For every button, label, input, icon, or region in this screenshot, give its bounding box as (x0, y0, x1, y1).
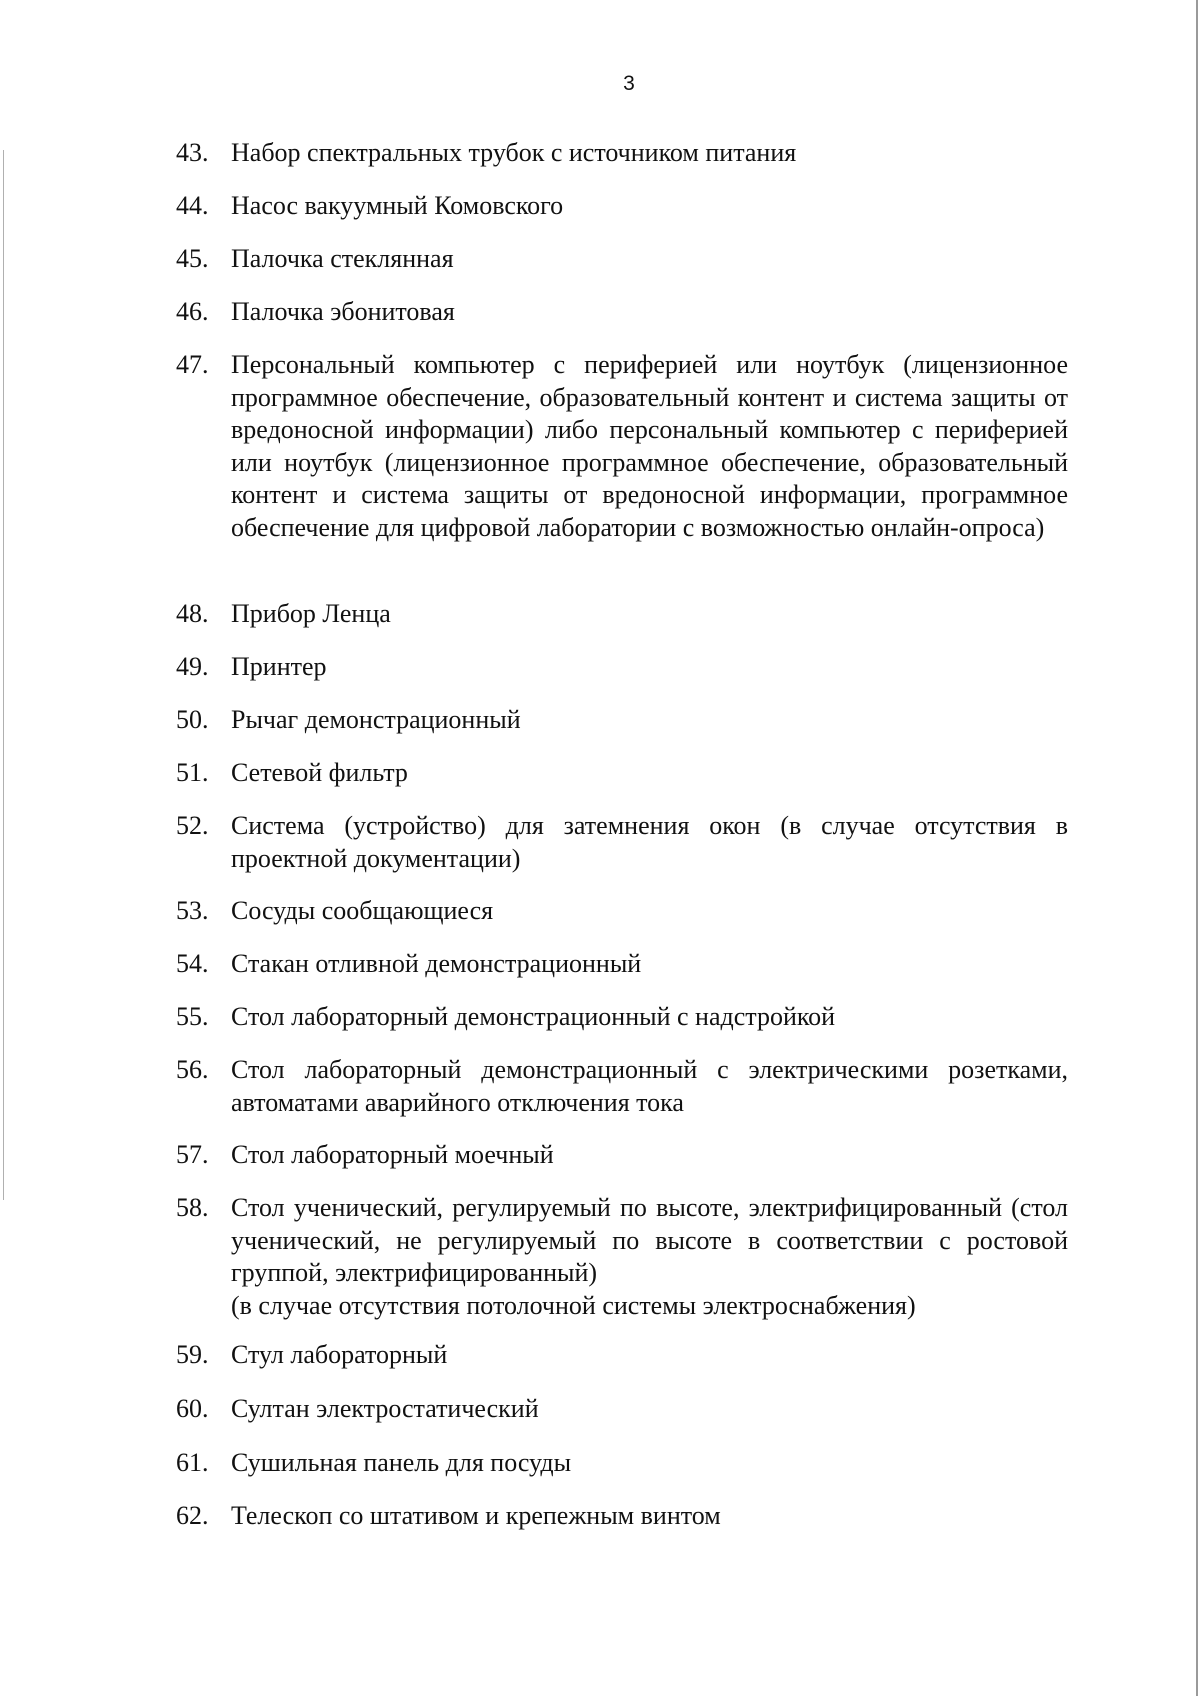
list-item (176, 1054, 1068, 1119)
scan-edge-left (3, 150, 4, 1200)
item-text: Палочка эбонитовая (231, 297, 455, 326)
item-text: Стакан отливной демонстрационный (231, 949, 642, 978)
item-text: Телескоп со штативом и крепежным винтом (231, 1501, 721, 1530)
item-text: Сушильная панель для посуды (231, 1448, 572, 1477)
item-text: Сосуды сообщающиеся (231, 896, 494, 925)
item-text: Сетевой фильтр (231, 758, 408, 787)
item-number: 48. (176, 599, 209, 628)
item-text: Принтер (231, 652, 327, 681)
item-text: Палочка стеклянная (231, 244, 454, 273)
item-text: Султан электростатический (231, 1394, 539, 1423)
item-text: Система (устройство) для затемнения окон (в случае отсутствия в проектной документации) (231, 811, 1068, 873)
item-text: Стол ученический, регулируемый по высоте, электрифицированный (стол ученический, не регулируемый по высоте в соответствии с ростовой группой, электрифицированный) (в случае отсутствия потолочной системы электроснабжения) (231, 1193, 1068, 1320)
list-item (176, 1339, 1068, 1372)
list-item (176, 757, 1068, 790)
item-number: 51. (176, 758, 209, 787)
item-number: 49. (176, 652, 209, 681)
item-number: 44. (176, 191, 209, 220)
item-number: 56. (176, 1055, 209, 1084)
item-number: 60. (176, 1394, 209, 1423)
list-item (176, 1139, 1068, 1172)
list-item (176, 243, 1068, 276)
scan-edge-right (1196, 0, 1198, 1696)
item-number: 55. (176, 1002, 209, 1031)
item-text: Стол лабораторный моечный (231, 1140, 554, 1169)
list-item (176, 190, 1068, 223)
list-item (176, 704, 1068, 737)
item-text: Прибор Ленца (231, 599, 391, 628)
item-number: 45. (176, 244, 209, 273)
item-text: Стул лабораторный (231, 1340, 448, 1369)
item-number: 61. (176, 1448, 209, 1477)
list-item (176, 948, 1068, 981)
item-number: 62. (176, 1501, 209, 1530)
item-text: Насос вакуумный Комовского (231, 191, 564, 220)
list-item (176, 1500, 1068, 1533)
item-number: 47. (176, 350, 209, 379)
list-item (176, 137, 1068, 170)
page-number: 3 (623, 72, 635, 95)
item-number: 53. (176, 896, 209, 925)
item-text: Рычаг демонстрационный (231, 705, 521, 734)
item-number: 52. (176, 811, 209, 840)
item-number: 46. (176, 297, 209, 326)
item-number: 50. (176, 705, 209, 734)
item-number: 58. (176, 1193, 209, 1222)
item-text: Стол лабораторный демонстрационный с электрическими розетками, автоматами аварийного отключения тока (231, 1055, 1068, 1117)
item-text: Стол лабораторный демонстрационный с надстройкой (231, 1002, 836, 1031)
item-number: 43. (176, 138, 209, 167)
list-item (176, 598, 1068, 631)
list-item (176, 1192, 1068, 1322)
list-item (176, 651, 1068, 684)
item-text: Набор спектральных трубок с источником питания (231, 138, 797, 167)
list-item (176, 1393, 1068, 1426)
list-item (176, 895, 1068, 928)
item-number: 57. (176, 1140, 209, 1169)
list-item (176, 1001, 1068, 1034)
item-number: 54. (176, 949, 209, 978)
list-item (176, 349, 1068, 544)
list-item (176, 1447, 1068, 1480)
list-item (176, 296, 1068, 329)
list-item (176, 810, 1068, 875)
item-number: 59. (176, 1340, 209, 1369)
item-text: Персональный компьютер с периферией или ноутбук (лицензионное программное обеспечение, образовательный контент и система защиты от вредоносной информации) либо персональный компьютер с периферией или ноутбук (лицензионное программное обеспечение, образовательный контент и система защиты от вредоносной информации, программное обеспечение для цифровой лаборатории с возможностью онлайн-опроса) (231, 350, 1068, 542)
